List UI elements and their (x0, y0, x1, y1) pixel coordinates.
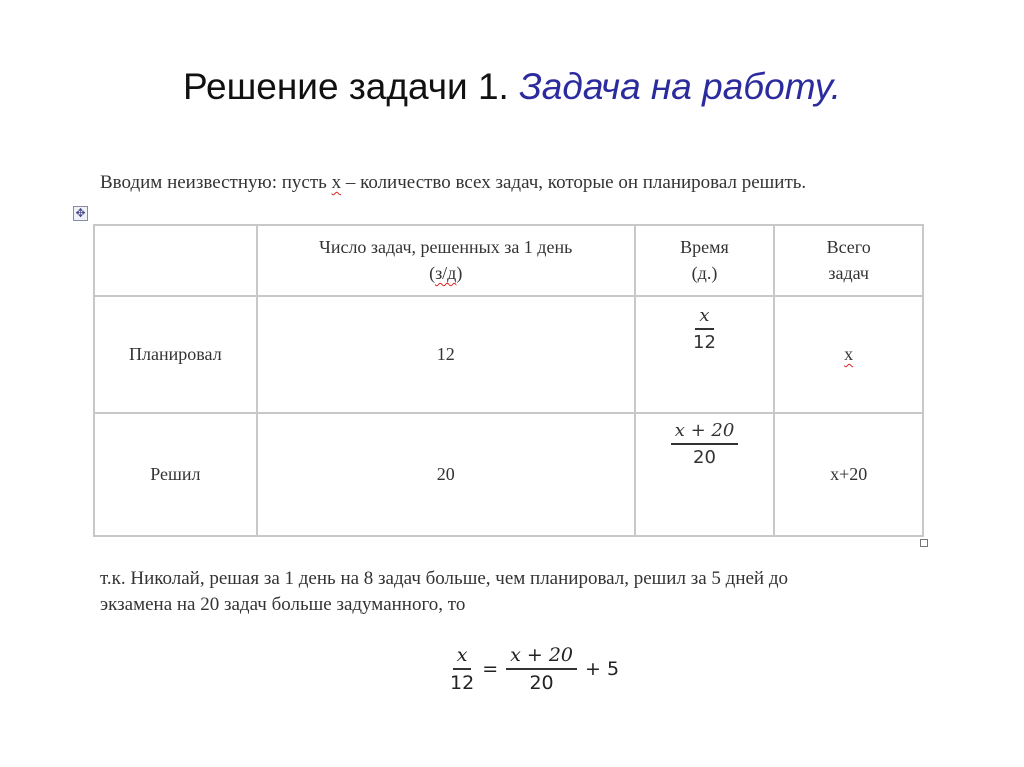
intro-text (100, 172, 806, 194)
equation-lhs-numerator: x (453, 644, 472, 670)
intro-after: – количество всех задач, которые он планировал решить. (341, 172, 807, 193)
resize-handle-icon[interactable] (920, 539, 928, 547)
header-total-line2: задач (828, 263, 869, 283)
row-label: Планировал (94, 296, 257, 413)
row-total: х (774, 296, 923, 413)
fraction-denominator: 20 (693, 447, 716, 468)
slide-title (0, 66, 1024, 108)
header-time-line2: (д.) (691, 263, 718, 283)
equation-rhs-denominator: 20 (529, 672, 554, 694)
intro-before: Вводим неизвестную: пусть (100, 172, 332, 193)
fraction-numerator: x + 20 (671, 420, 739, 445)
header-total-line1: Всего (826, 237, 871, 257)
equation-lhs-fraction (450, 644, 474, 694)
time-fraction (693, 305, 716, 353)
conclusion-text (100, 566, 788, 618)
header-tasks-per-day-line1: Число задач, решенных за 1 день (319, 237, 573, 257)
header-time (635, 225, 775, 296)
row-total: х+20 (774, 413, 923, 536)
equation-lhs-denominator: 12 (450, 672, 475, 694)
table-row (94, 413, 923, 536)
equals-sign: = (482, 658, 499, 680)
fraction-numerator: x (695, 305, 713, 330)
conclusion-line2: экзамена на 20 задач больше задуманного, то (100, 594, 466, 615)
row-per-day: 20 (257, 413, 635, 536)
title-plain: Решение задачи 1. (182, 66, 520, 107)
table-header-row (94, 225, 923, 296)
row-per-day: 12 (257, 296, 635, 413)
row-time (635, 296, 775, 413)
header-time-line1: Время (680, 237, 729, 257)
intro-variable: х (331, 172, 342, 193)
move-handle-icon[interactable]: ✥ (73, 206, 88, 221)
header-empty-cell (94, 225, 257, 296)
title-italic: Задача на работу. (519, 66, 842, 107)
data-table (93, 224, 924, 537)
header-tasks-per-day (257, 225, 635, 296)
equation (450, 644, 627, 694)
equation-rhs-fraction (506, 644, 577, 694)
equation-rhs-numerator: x + 20 (506, 644, 577, 670)
table-row (94, 296, 923, 413)
header-unit-abbrev: з/д (435, 263, 457, 283)
conclusion-line1: т.к. Николай, решая за 1 день на 8 задач больше, чем планировал, решил за 5 дней до (100, 568, 788, 589)
header-total (774, 225, 923, 296)
fraction-denominator: 12 (693, 332, 716, 353)
plus-term: + 5 (585, 658, 620, 680)
row-time (635, 413, 775, 536)
row-label: Решил (94, 413, 257, 536)
time-fraction (671, 420, 739, 468)
header-tasks-per-day-line2: (з/д) (429, 263, 463, 283)
